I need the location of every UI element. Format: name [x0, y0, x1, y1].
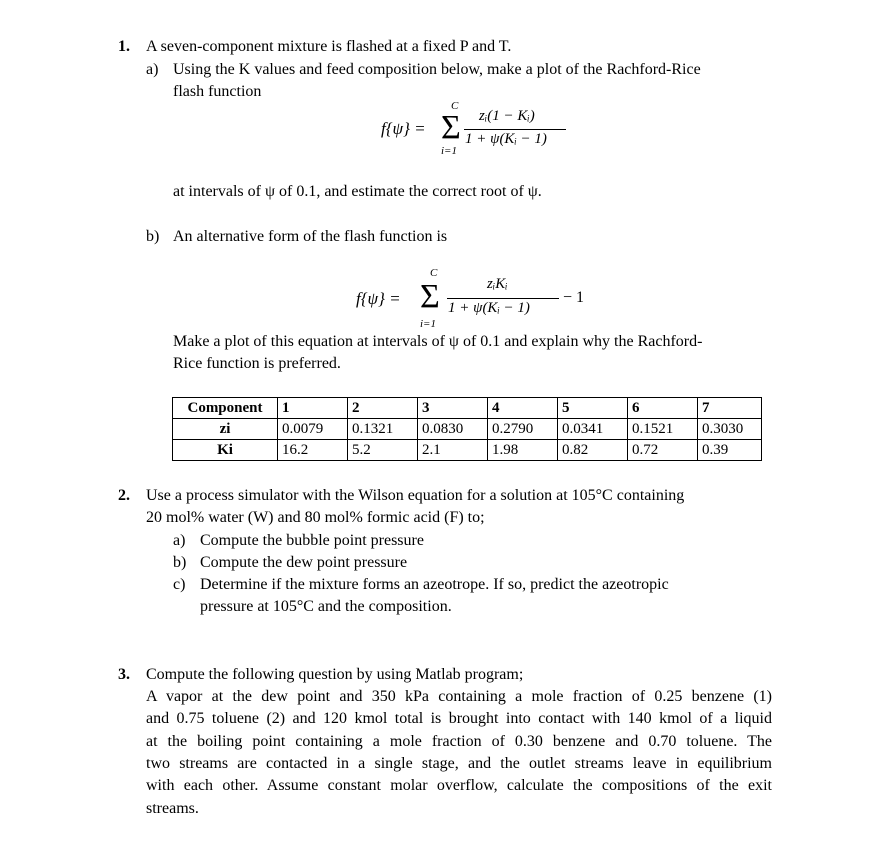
- table-header-cell: 5: [558, 398, 628, 419]
- eq2-upper-limit: C: [430, 267, 438, 279]
- q2c-text: Determine if the mixture forms an azeotrope. If so, predict the azeotropic: [200, 576, 669, 593]
- eq1-denominator: 1 + ψ(Kᵢ − 1): [465, 131, 547, 147]
- eq1-upper-limit: C: [451, 100, 459, 112]
- table-header-cell: 2: [348, 398, 418, 419]
- table-header-cell: 6: [628, 398, 698, 419]
- q3-line: A vapor at the dew point and 350 kPa containing a mole fraction of 0.25 benzene (1): [146, 688, 772, 705]
- table-cell: 0.0830: [418, 419, 488, 440]
- table-header-cell: Component: [173, 398, 278, 419]
- eq1-sigma: Σ: [441, 109, 461, 146]
- table-cell: 2.1: [418, 440, 488, 461]
- table-cell: 0.1321: [348, 419, 418, 440]
- q1b-after2: Rice function is preferred.: [173, 355, 341, 372]
- table-cell: 0.72: [628, 440, 698, 461]
- eq2-tail: − 1: [563, 289, 585, 306]
- q1a-letter: a): [146, 61, 159, 78]
- q2b-text: Compute the dew point pressure: [200, 554, 408, 571]
- table-header-cell: 4: [488, 398, 558, 419]
- table-cell: 0.39: [698, 440, 762, 461]
- q3-line: at the boiling point containing a mole fraction of 0.30 benzene and 0.70 toluene. The: [146, 733, 772, 750]
- table-cell: 0.1521: [628, 419, 698, 440]
- q1a-line2: flash function: [173, 83, 262, 100]
- table-header-cell: 7: [698, 398, 762, 419]
- q2c-continued: pressure at 105°C and the composition.: [200, 598, 452, 615]
- table-header-row: [173, 398, 762, 419]
- table-cell: 16.2: [278, 440, 348, 461]
- q1-stem: A seven-component mixture is flashed at a fixed P and T.: [146, 38, 512, 55]
- q3-line: with each other. Assume constant molar overflow, calculate the compositions of the exit: [146, 777, 772, 794]
- table-cell: 0.3030: [698, 419, 762, 440]
- table-cell: 0.2790: [488, 419, 558, 440]
- eq2-lower-limit: i=1: [420, 318, 436, 330]
- q1b-letter: b): [146, 228, 160, 245]
- eq2-sigma: Σ: [420, 278, 440, 315]
- q1b-line1: An alternative form of the flash function is: [173, 228, 448, 245]
- q3-line: and 0.75 toluene (2) and 120 kmol total is brought into contact with 140 kmol of a liquid: [146, 710, 772, 727]
- eq1-fraction-bar: [464, 129, 566, 130]
- eq1-numerator: zᵢ(1 − Kᵢ): [479, 108, 535, 124]
- table-cell: 5.2: [348, 440, 418, 461]
- table-row-header: Ki: [173, 440, 278, 461]
- table-cell: 0.0079: [278, 419, 348, 440]
- q1a-after: at intervals of ψ of 0.1, and estimate the correct root of ψ.: [173, 183, 542, 200]
- q1-number: 1.: [118, 38, 130, 55]
- k-values-table: [172, 397, 762, 461]
- table-header-cell: 3: [418, 398, 488, 419]
- q2-number: 2.: [118, 487, 130, 504]
- q1b-after1: Make a plot of this equation at intervals of ψ of 0.1 and explain why the Rachford-: [173, 333, 703, 350]
- q2b-letter: b): [173, 554, 187, 571]
- table-row: [173, 440, 762, 461]
- q2a-text: Compute the bubble point pressure: [200, 532, 424, 549]
- table-row-header: zi: [173, 419, 278, 440]
- eq2-lhs: f{ψ} =: [356, 289, 401, 308]
- table-row: [173, 419, 762, 440]
- eq2-numerator: zᵢKᵢ: [487, 276, 508, 292]
- eq2-fraction-bar: [447, 298, 559, 299]
- q3-intro: Compute the following question by using Matlab program;: [146, 666, 524, 683]
- eq2-denominator: 1 + ψ(Kᵢ − 1): [448, 300, 530, 316]
- table-header-cell: 1: [278, 398, 348, 419]
- q3-line-last: streams.: [146, 800, 199, 817]
- eq1-lower-limit: i=1: [441, 145, 457, 157]
- q1a-line1: Using the K values and feed composition below, make a plot of the Rachford-Rice: [173, 61, 701, 78]
- q3-number: 3.: [118, 666, 130, 683]
- q2-line1: Use a process simulator with the Wilson equation for a solution at 105°C containing: [146, 487, 685, 504]
- q3-line: two streams are contacted in a single stage, and the outlet streams leave in equilibrium: [146, 755, 772, 772]
- table-cell: 0.82: [558, 440, 628, 461]
- q2c-letter: c): [173, 576, 186, 593]
- q2-line2: 20 mol% water (W) and 80 mol% formic acid (F) to;: [146, 509, 485, 526]
- eq1-lhs: f{ψ} =: [381, 119, 426, 138]
- q2a-letter: a): [173, 532, 186, 549]
- table-cell: 0.0341: [558, 419, 628, 440]
- table-cell: 1.98: [488, 440, 558, 461]
